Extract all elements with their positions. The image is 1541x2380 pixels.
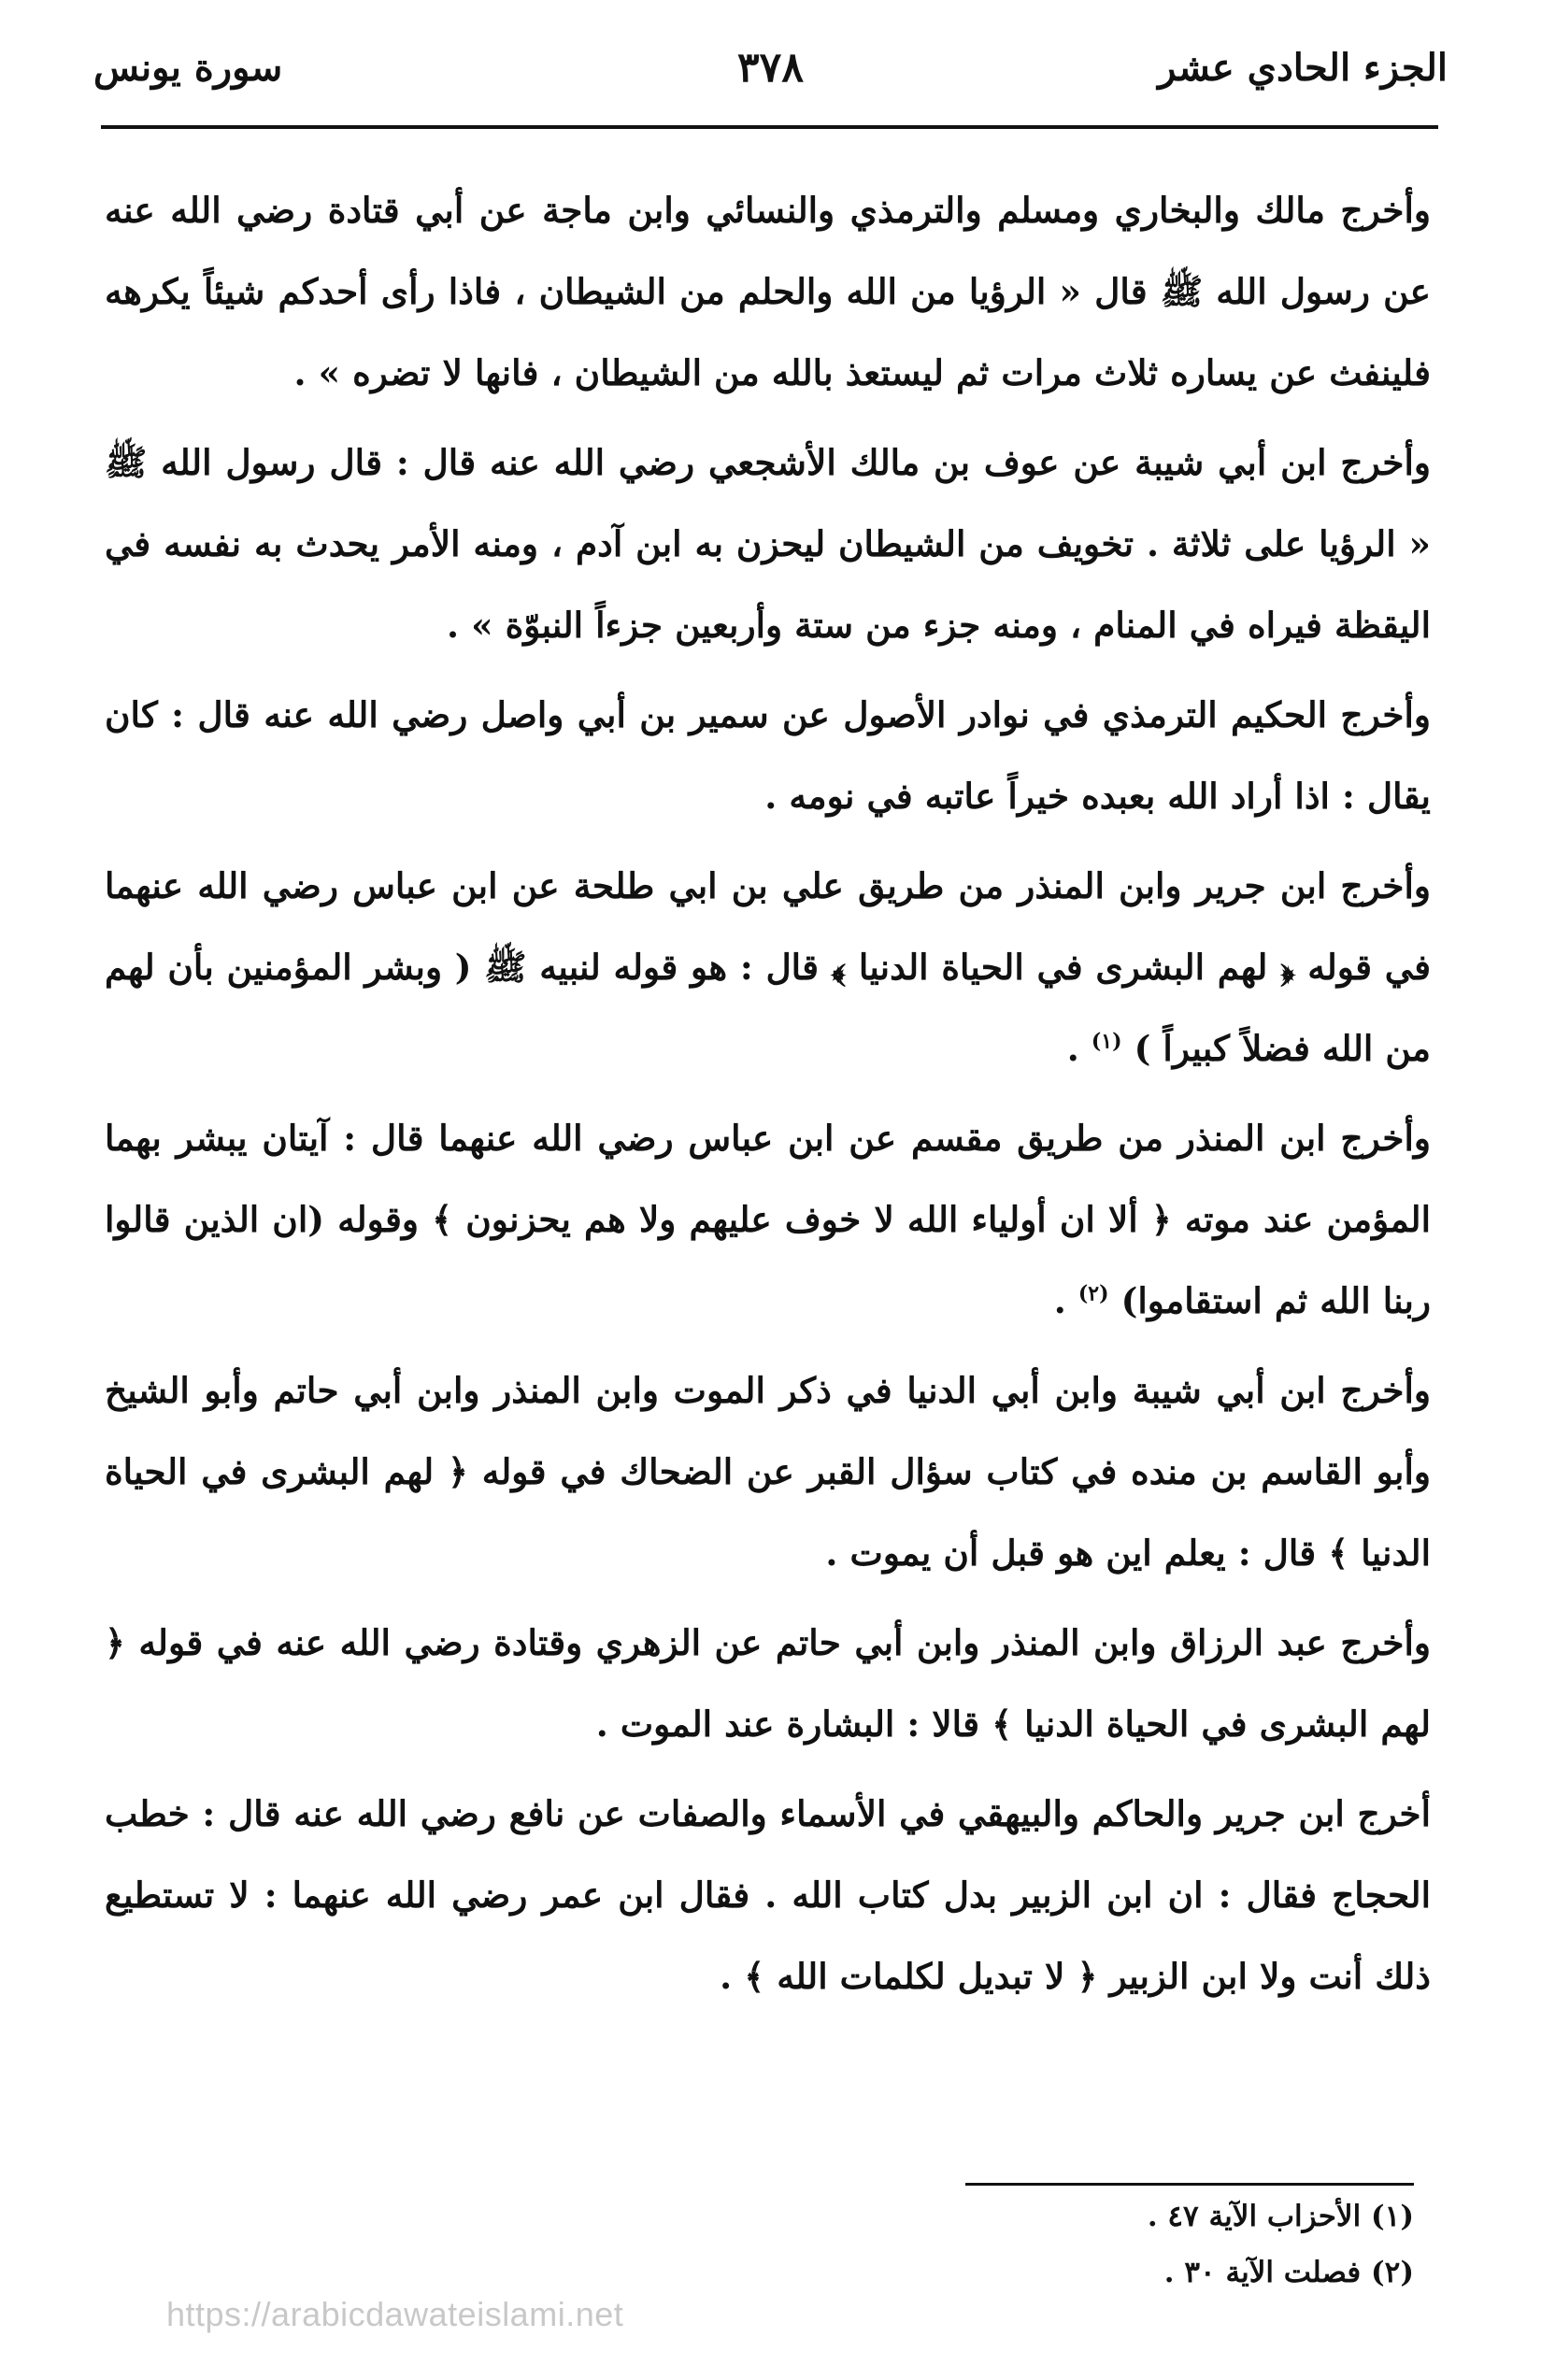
paragraph-text: وأخرج الحكيم الترمذي في نوادر الأصول عن سمير بن أبي واصل رضي الله عنه قال : كان يقال : اذا أراد الله بعبده خيراً عاتبه في نومه . xyxy=(105,694,1431,817)
part-title: الجزء الحادي عشر xyxy=(1158,45,1448,90)
footnote-reference[interactable]: (١) xyxy=(1091,1029,1122,1054)
paragraph-text: أخرج ابن جرير والحاكم والبيهقي في الأسماء والصفات عن نافع رضي الله عنه قال : خطب الحجاج فقال : ان ابن الزبير بدل كتاب الله . فقال ابن عمر رضي الله عنهما : لا تستطيع ذلك أنت ولا ابن الزبير ﴿ لا تبديل لكلمات الله ﴾ . xyxy=(105,1793,1431,1997)
paragraph-text: وأخرج مالك والبخاري ومسلم والترمذي والنسائي وابن ماجة عن أبي قتادة رضي الله عنه عن رسول الله ﷺ قال « الرؤيا من الله والحلم من الشيطان ، فاذا رأى أحدكم شيئاً يكرهه فلينفث عن يساره ثلاث مرات ثم ليستعذ بالله من الشيطان ، فانها لا تضره » . xyxy=(105,190,1431,393)
paragraph-tail: . xyxy=(1053,1280,1066,1321)
paragraph-text: وأخرج ابن أبي شيبة وابن أبي الدنيا في ذكر الموت وابن المنذر وابن أبي حاتم وأبو الشيخ وأبو القاسم بن منده في كتاب سؤال القبر عن الضحاك في قوله ﴿ لهم البشرى في الحياة الدنيا ﴾ قال : يعلم اين هو قبل أن يموت . xyxy=(105,1370,1431,1574)
paragraph-text: وأخرج ابن أبي شيبة عن عوف بن مالك الأشجعي رضي الله عنه قال : قال رسول الله ﷺ « الرؤيا على ثلاثة . تخويف من الشيطان ليحزن به ابن آدم ، ومنه الأمر يحدث به نفسه في اليقظة فيراه في المنام ، ومنه جزء من ستة وأربعين جزءاً النبوّة » . xyxy=(105,442,1431,646)
paragraph xyxy=(105,422,1431,666)
paragraph xyxy=(105,1350,1431,1594)
footnote-divider xyxy=(965,2183,1414,2186)
footnote: (١) الأحزاب الآية ٤٧ . xyxy=(1147,2200,1414,2233)
paragraph-tail: . xyxy=(1066,1028,1079,1069)
footnotes xyxy=(760,2188,1414,2301)
paragraph xyxy=(105,675,1431,837)
paragraph xyxy=(105,846,1431,1090)
paragraph xyxy=(105,1098,1431,1342)
paragraph-text: وأخرج ابن المنذر من طريق مقسم عن ابن عباس رضي الله عنهما قال : آيتان يبشر بهما المؤمن عند موته ﴿ ألا ان أولياء الله لا خوف عليهم ولا هم يحزنون ﴾ وقوله (ان الذين قالوا ربنا الله ثم استقاموا) xyxy=(105,1118,1431,1321)
paragraph xyxy=(105,170,1431,414)
footnote-reference[interactable]: (٢) xyxy=(1077,1281,1109,1306)
main-text xyxy=(105,170,1431,2026)
watermark-url: https://arabicdawateislami.net xyxy=(166,2295,624,2333)
surah-title: سورة يونس xyxy=(93,45,283,90)
header-divider xyxy=(101,125,1438,129)
footnote: (٢) فصلت الآية ٣٠ . xyxy=(1163,2256,1414,2289)
page-number: ٣٧٨ xyxy=(737,43,804,92)
paragraph xyxy=(105,1774,1431,2017)
paragraph-text: وأخرج ابن جرير وابن المنذر من طريق علي بن ابي طلحة عن ابن عباس رضي الله عنهما في قوله ﴿ لهم البشرى في الحياة الدنيا ﴾ قال : هو قوله لنبيه ﷺ ( وبشر المؤمنين بأن لهم من الله فضلاً كبيراً ) xyxy=(105,865,1431,1069)
paragraph-text: وأخرج عبد الرزاق وابن المنذر وابن أبي حاتم عن الزهري وقتادة رضي الله عنه في قوله ﴿ لهم البشرى في الحياة الدنيا ﴾ قالا : البشارة عند الموت . xyxy=(105,1622,1431,1745)
page-header xyxy=(93,30,1448,105)
paragraph xyxy=(105,1603,1431,1765)
